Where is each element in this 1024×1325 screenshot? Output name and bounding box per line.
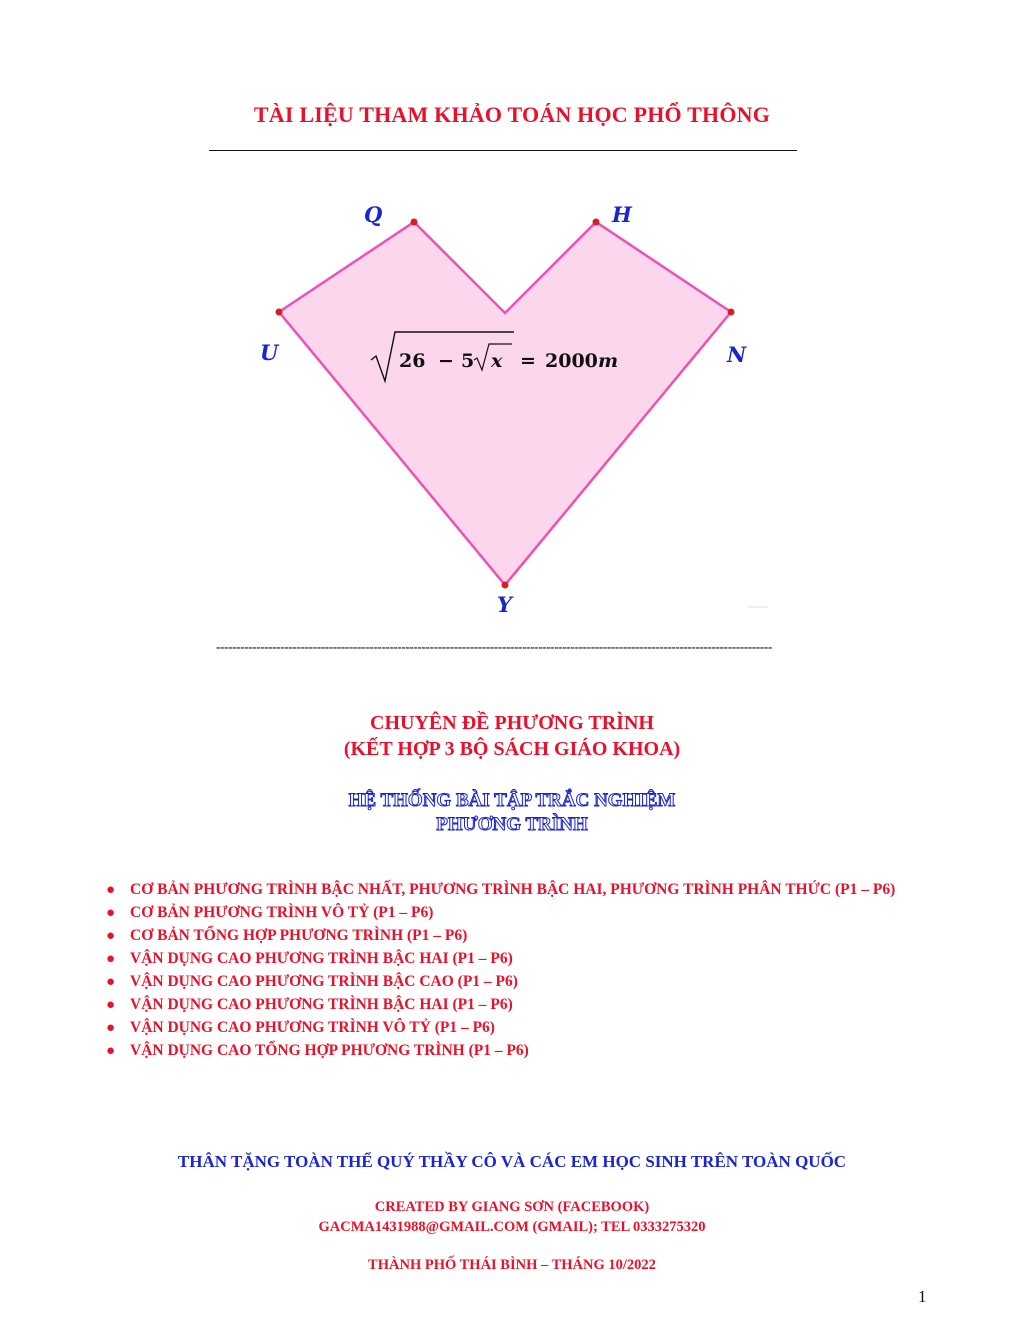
vertex-point-u <box>276 309 283 316</box>
list-item-text: VẬN DỤNG CAO PHƯƠNG TRÌNH BẬC HAI (P1 – P6) <box>130 950 513 967</box>
topic-line-2: (KẾT HỢP 3 BỘ SÁCH GIÁO KHOA) <box>343 738 681 760</box>
topic-list <box>104 880 944 1064</box>
label-q: Q <box>364 202 383 227</box>
list-item-text: CƠ BẢN PHƯƠNG TRÌNH VÔ TỶ (P1 – P6) <box>130 904 434 921</box>
bullet-icon: ● <box>106 928 116 944</box>
bullet-icon: ● <box>106 1020 116 1036</box>
label-h: H <box>612 202 632 227</box>
list-item <box>104 1041 944 1061</box>
label-u: U <box>260 340 279 365</box>
vertex-point-n <box>728 309 735 316</box>
bullet-icon: ● <box>106 882 116 898</box>
contact-text: GACMA1431988@GMAIL.COM (GMAIL); TEL 0333275320 <box>318 1219 706 1235</box>
label-n: N <box>727 342 747 367</box>
label-y: Y <box>497 592 512 617</box>
system-line-2: PHƯƠNG TRÌNH <box>436 814 588 835</box>
equation-var: x <box>491 350 503 372</box>
list-item-text: CƠ BẢN PHƯƠNG TRÌNH BẬC NHẤT, PHƯƠNG TRÌNH BẬC HAI, PHƯƠNG TRÌNH PHÂN THỨC (P1 – P6) <box>130 881 896 898</box>
list-item-text: VẬN DỤNG CAO TỔNG HỢP PHƯƠNG TRÌNH (P1 – P6) <box>130 1042 529 1059</box>
bullet-icon: ● <box>106 905 116 921</box>
equation-minus: − <box>438 350 454 372</box>
system-heading <box>0 789 1024 837</box>
equation-equals: = <box>520 350 536 372</box>
vertex-point-q <box>411 219 418 226</box>
heart-polygon <box>279 222 731 585</box>
bullet-icon: ● <box>106 951 116 967</box>
bullet-icon: ● <box>106 997 116 1013</box>
list-item <box>104 995 944 1015</box>
equation-c2: 5 <box>461 350 475 372</box>
dashed-separator: ------------------------------------------------------------------------------------------------------------------------------------------ <box>216 640 773 654</box>
vertex-point-h <box>593 219 600 226</box>
location-date-text: THÀNH PHỐ THÁI BÌNH – THÁNG 10/2022 <box>368 1257 656 1273</box>
list-item-text: CƠ BẢN TỔNG HỢP PHƯƠNG TRÌNH (P1 – P6) <box>130 927 468 944</box>
list-item <box>104 903 944 923</box>
created-by-text: CREATED BY GIANG SƠN (FACEBOOK) <box>374 1199 650 1215</box>
author-block <box>0 1197 1024 1237</box>
page-number: 1 <box>918 1287 927 1306</box>
dedication-text: THÂN TẶNG TOÀN THỂ QUÝ THẦY CÔ VÀ CÁC EM HỌC SINH TRÊN TOÀN QUỐC <box>177 1152 847 1171</box>
list-item <box>104 949 944 969</box>
document-title: TÀI LIỆU THAM KHẢO TOÁN HỌC PHỔ THÔNG <box>253 102 771 127</box>
system-line-1: HỆ THỐNG BÀI TẬP TRẮC NGHIỆM <box>348 790 676 811</box>
topic-heading <box>0 710 1024 762</box>
list-item-text: VẬN DỤNG CAO PHƯƠNG TRÌNH VÔ TỶ (P1 – P6) <box>130 1019 495 1036</box>
topic-line-1: CHUYÊN ĐỀ PHƯƠNG TRÌNH <box>370 712 654 734</box>
list-item <box>104 1018 944 1038</box>
equation-rhs: 2000 <box>545 350 598 372</box>
heart-polygon-figure <box>0 0 1024 660</box>
equation-c1: 26 <box>399 350 426 372</box>
list-item-text: VẬN DỤNG CAO PHƯƠNG TRÌNH BẬC HAI (P1 – P6) <box>130 996 513 1013</box>
list-item <box>104 972 944 992</box>
equation-unit: m <box>598 350 619 372</box>
list-item-text: VẬN DỤNG CAO PHƯƠNG TRÌNH BẬC CAO (P1 – P6) <box>130 973 518 990</box>
list-item <box>104 880 944 900</box>
bullet-icon: ● <box>106 974 116 990</box>
vertex-point-y <box>502 582 509 589</box>
bullet-icon: ● <box>106 1043 116 1059</box>
list-item <box>104 926 944 946</box>
